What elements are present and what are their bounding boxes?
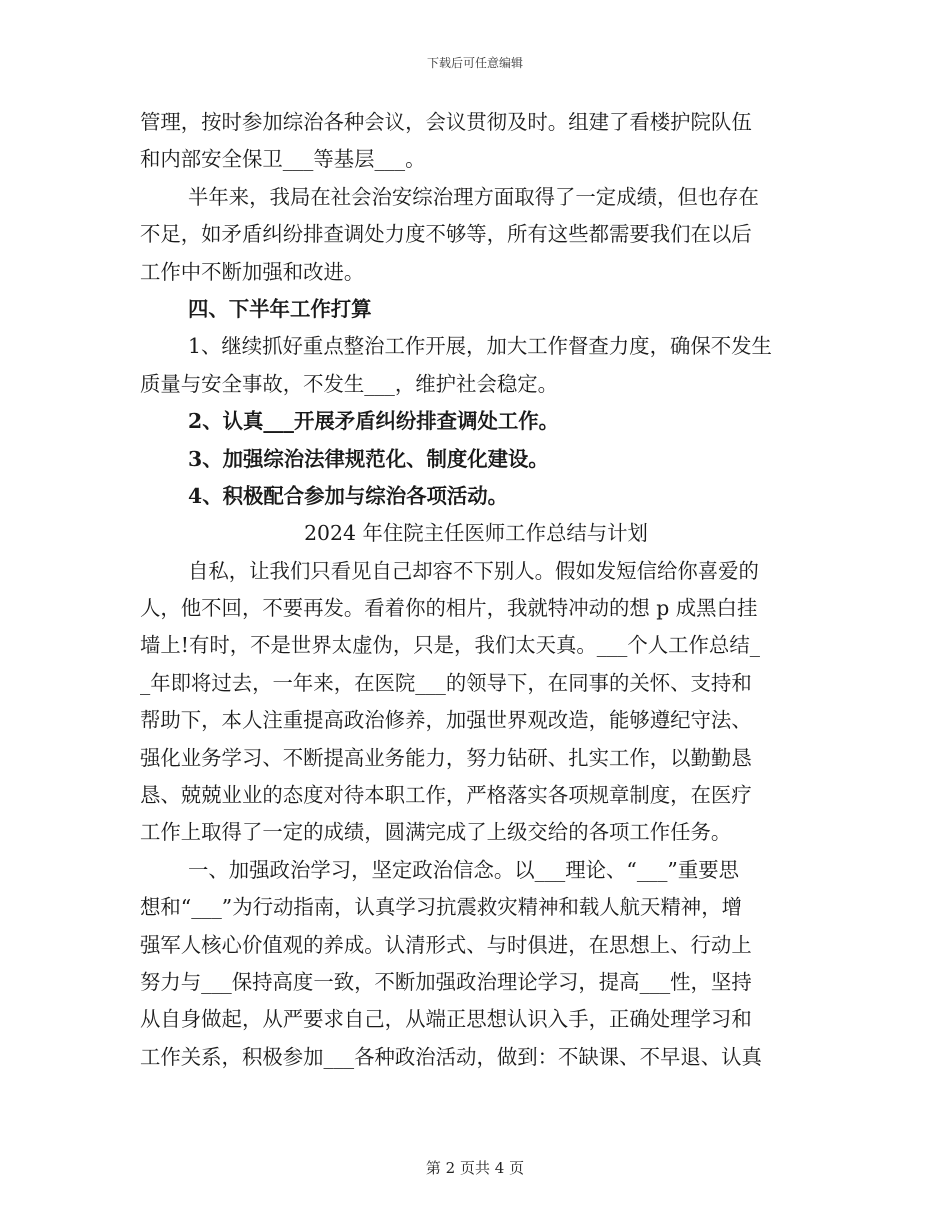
paragraph-line: 自私，让我们只看见自己却容不下别人。假如发短信给你喜爱的: [188, 558, 759, 583]
paragraph-line: 半年来，我局在社会治安综治理方面取得了一定成绩，但也存在: [188, 184, 759, 209]
paragraph-line: 不足，如矛盾纠纷排查调处力度不够等，所有这些都需要我们在以后: [140, 222, 752, 247]
document-title: 2024 年住院主任医师工作总结与计划: [304, 521, 648, 546]
paragraph-line: 和内部安全保卫___等基层___。: [140, 147, 426, 172]
document-body: [140, 104, 812, 1076]
paragraph-line: 质量与安全事故，不发生___，维护社会稳定。: [140, 371, 559, 396]
section-heading: 四、下半年工作打算: [188, 296, 372, 321]
paragraph-line: 想和“___”为行动指南，认真学习抗震救灾精神和载人航天精神，增: [140, 895, 742, 920]
header-note: 下载后可任意编辑: [426, 56, 523, 70]
paragraph-line: 强化业务学习、不断提高业务能力，努力钻研、扎实工作，以勤勤恳: [140, 745, 752, 770]
paragraph-line: 一、加强政治学习，坚定政治信念。以___理论、“___”重要思: [188, 857, 740, 882]
paragraph-line: 恳、兢兢业业的态度对待本职工作，严格落实各项规章制度，在医疗: [140, 783, 752, 808]
paragraph-line: 强军人核心价值观的养成。认清形式、与时俱进，在思想上、行动上: [140, 932, 752, 957]
paragraph-line: 工作上取得了一定的成绩，圆满完成了上级交给的各项工作任务。: [140, 820, 732, 845]
paragraph-line: 从自身做起，从严要求自己，从端正思想认识入手，正确处理学习和: [140, 1007, 752, 1032]
list-item: 4、积极配合参加与综治各项活动。: [188, 483, 509, 508]
paragraph-line: 帮助下，本人注重提高政治修养，加强世界观改造，能够遵纪守法、: [140, 708, 752, 733]
paragraph-line: 人，他不回，不要再发。看着你的相片，我就特冲动的想 p 成黑白挂: [140, 596, 758, 621]
paragraph-line: 努力与___保持高度一致，不断加强政治理论学习，提高___性，坚持: [140, 969, 752, 994]
list-item: 3、加强综治法律规范化、制度化建设。: [188, 446, 549, 471]
paragraph-line: _年即将过去，一年来，在医院___的领导下，在同事的关怀、支持和: [140, 670, 752, 695]
paragraph-line: 工作中不断加强和改进。: [140, 259, 365, 284]
paragraph-line: 墙上!有时，不是世界太虚伪，只是，我们太天真。___个人工作总结_: [140, 633, 760, 658]
paragraph-line: 1、继续抓好重点整治工作开展，加大工作督查力度，确保不发生: [188, 334, 772, 359]
list-item: 2、认真___开展矛盾纠纷排查调处工作。: [188, 409, 560, 434]
page-number: 第 2 页共 4 页: [425, 1159, 525, 1177]
paragraph-line: 工作关系，积极参加___各种政治活动，做到：不缺课、不早退、认真: [140, 1044, 762, 1069]
paragraph-line: 管理，按时参加综治各种会议，会议贯彻及时。组建了看楼护院队伍: [140, 110, 752, 134]
